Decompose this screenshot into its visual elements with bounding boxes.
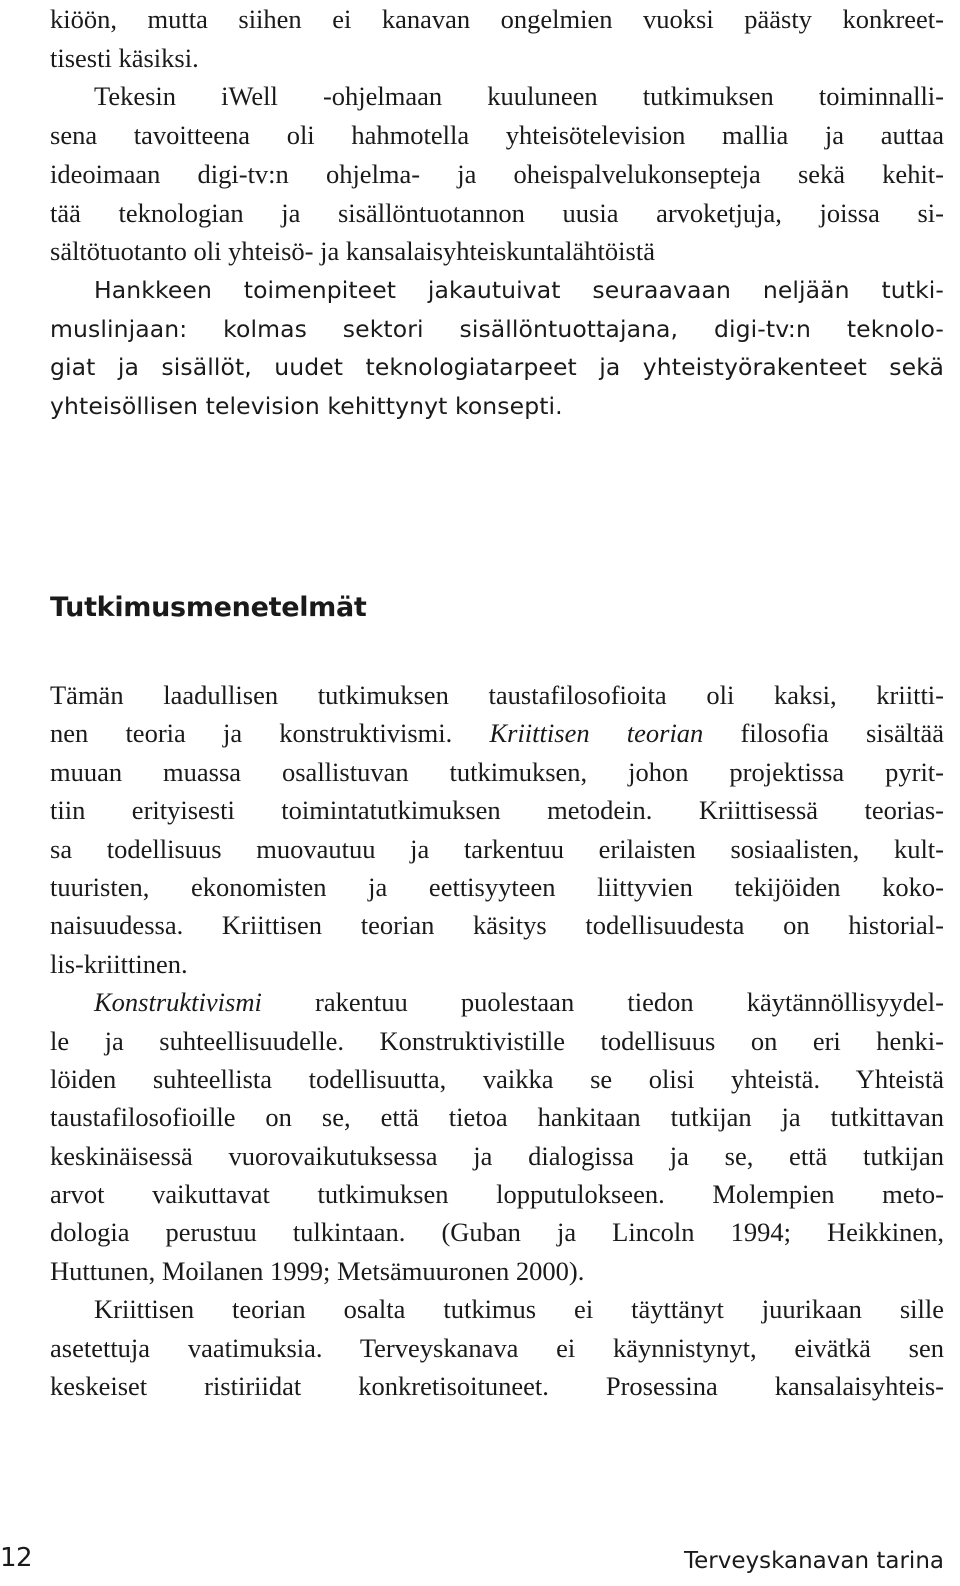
text-line: sena tavoitteena oli hahmotella yhteisötelevision mallia ja auttaa (50, 120, 944, 151)
text-line: Kriittisen teorian osalta tutkimus ei täyttänyt juurikaan sille (94, 1294, 944, 1325)
text-line: tiin erityisesti toimintatutkimuksen metodein. Kriittisessä teorias- (50, 795, 944, 826)
text-line: ideoimaan digi-tv:n ohjelma- ja oheispalvelukonsepteja sekä kehit- (50, 158, 944, 189)
text-line: muslinjaan: kolmas sektori sisällöntuottajana, digi-tv:n teknolo- (50, 314, 944, 343)
text-segment: rakentuu puolestaan tiedon käytännöllisyydel- (261, 987, 944, 1018)
emphasis-term: Kriittisen teorian (489, 718, 704, 749)
section-text (50, 676, 944, 1405)
running-title: Terveyskanavan tarina (683, 1548, 944, 1574)
text-segment: filosofia sisältää (703, 718, 944, 749)
text-line: sa todellisuus muovautuu ja tarkentuu erilaisten sosiaalisten, kult- (50, 833, 944, 864)
text-line: tää teknologian ja sisällöntuotannon uusia arvoketjuja, joissa si- (50, 197, 944, 228)
text-line: Tämän laadullisen tutkimuksen taustafilosofioita oli kaksi, kriitti- (50, 680, 944, 710)
text-line: dologia perustuu tulkintaan. (Guban ja Lincoln 1994; Heikkinen, (50, 1217, 944, 1248)
text-line: kiöön, mutta siihen ei kanavan ongelmien vuoksi päästy konkreet- (50, 4, 944, 34)
text-line: muuan muassa osallistuvan tutkimuksen, johon projektissa pyrit- (50, 756, 944, 787)
document-page (50, 0, 944, 1586)
text-line: le ja suhteellisuudelle. Konstruktivistille todellisuus on eri henki- (50, 1025, 944, 1056)
text-line: arvot vaikuttavat tutkimuksen lopputulokseen. Molempien meto- (50, 1179, 944, 1210)
text-line: lis-kriittinen. (50, 948, 188, 979)
text-line: taustafilosofioille on se, että tietoa hankitaan tutkijan ja tutkittavan (50, 1102, 944, 1133)
text-line: Hankkeen toimenpiteet jakautuivat seuraavaan neljään tutki- (94, 275, 944, 304)
text-segment: nen teoria ja konstruktivismi. (50, 718, 490, 749)
text-line: löiden suhteellista todellisuutta, vaikka se olisi yhteistä. Yhteistä (50, 1063, 944, 1094)
text-line: Tekesin iWell -ohjelmaan kuuluneen tutkimuksen toiminnalli- (94, 81, 944, 112)
intro-text (50, 0, 944, 426)
text-line: keskeiset ristiriidat konkretisoituneet. Prosessina kansalaisyhteis- (50, 1371, 944, 1402)
text-line: asetettuja vaatimuksia. Terveyskanava ei käynnistynyt, eivätkä sen (50, 1332, 944, 1363)
text-line: tuuristen, ekonomisten ja eettisyyteen liittyvien tekijöiden koko- (50, 871, 944, 902)
text-line: Huttunen, Moilanen 1999; Metsämuuronen 2000). (50, 1255, 585, 1286)
text-line: keskinäisessä vuorovaikutuksessa ja dialogissa ja se, että tutkijan (50, 1140, 944, 1171)
text-line (50, 983, 944, 1021)
text-line: naisuudessa. Kriittisen teorian käsitys todellisuudesta on historial- (50, 910, 944, 941)
page-number: 12 (0, 1543, 33, 1573)
text-line: sältötuotanto oli yhteisö- ja kansalaisyhteiskuntalähtöistä (50, 236, 655, 267)
emphasis-term: Konstruktivismi (94, 987, 262, 1018)
text-line: yhteisöllisen television kehittynyt konsepti. (50, 392, 563, 421)
text-line: giat ja sisällöt, uudet teknologiatarpeet ja yhteistyörakenteet sekä (50, 353, 944, 382)
text-line: tisesti käsiksi. (50, 42, 199, 73)
section-heading: Tutkimusmenetelmät (50, 592, 367, 623)
text-line (50, 714, 944, 752)
